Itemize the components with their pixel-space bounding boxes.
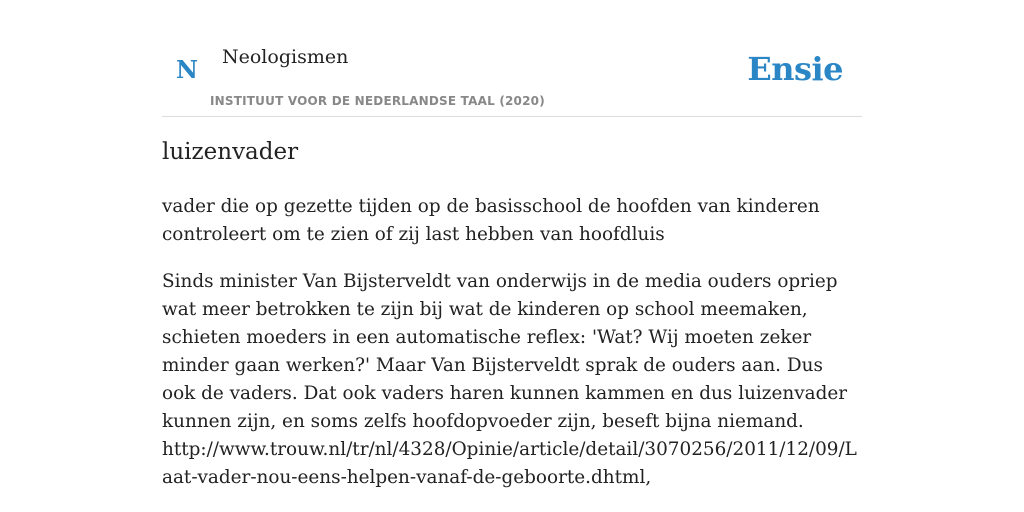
source-title[interactable]: Neologismen xyxy=(222,46,349,68)
definition-text: vader die op gezette tijden op de basisschool de hoofden van kinderen controleert om te zien of zij last hebben van hoofdluis xyxy=(162,196,820,245)
headword: luizenvader xyxy=(162,139,299,165)
entry-header xyxy=(162,0,862,117)
example-block xyxy=(162,268,862,492)
entry-card xyxy=(162,0,862,512)
publisher-label: INSTITUUT VOOR DE NEDERLANDSE TAAL (2020) xyxy=(210,94,545,108)
example-quote: Sinds minister Van Bijsterveldt van onderwijs in de media ouders opriep wat meer betrokken te zijn bij wat de kinderen op school meemaken, schieten moeders in een automatische reflex: 'Wat? Wij moeten zeker minder gaan werken?' Maar Van Bijsterveldt sprak de ouders aan. Dus ook de vaders. Dat ook vaders haren kunnen kammen en dus luizenvader kunnen zijn, en soms zelfs hoofdopvoeder zijn, beseft bijna niemand. xyxy=(162,271,848,432)
example-source-url: http://www.trouw.nl/tr/nl/4328/Opinie/article/detail/3070256/2011/12/09/Laat-vader-nou-eens-helpen-vanaf-de-geboorte.dhtml, xyxy=(162,439,857,488)
source-letter-badge: N xyxy=(176,55,198,84)
ensie-logo[interactable]: Ensie xyxy=(747,50,843,88)
